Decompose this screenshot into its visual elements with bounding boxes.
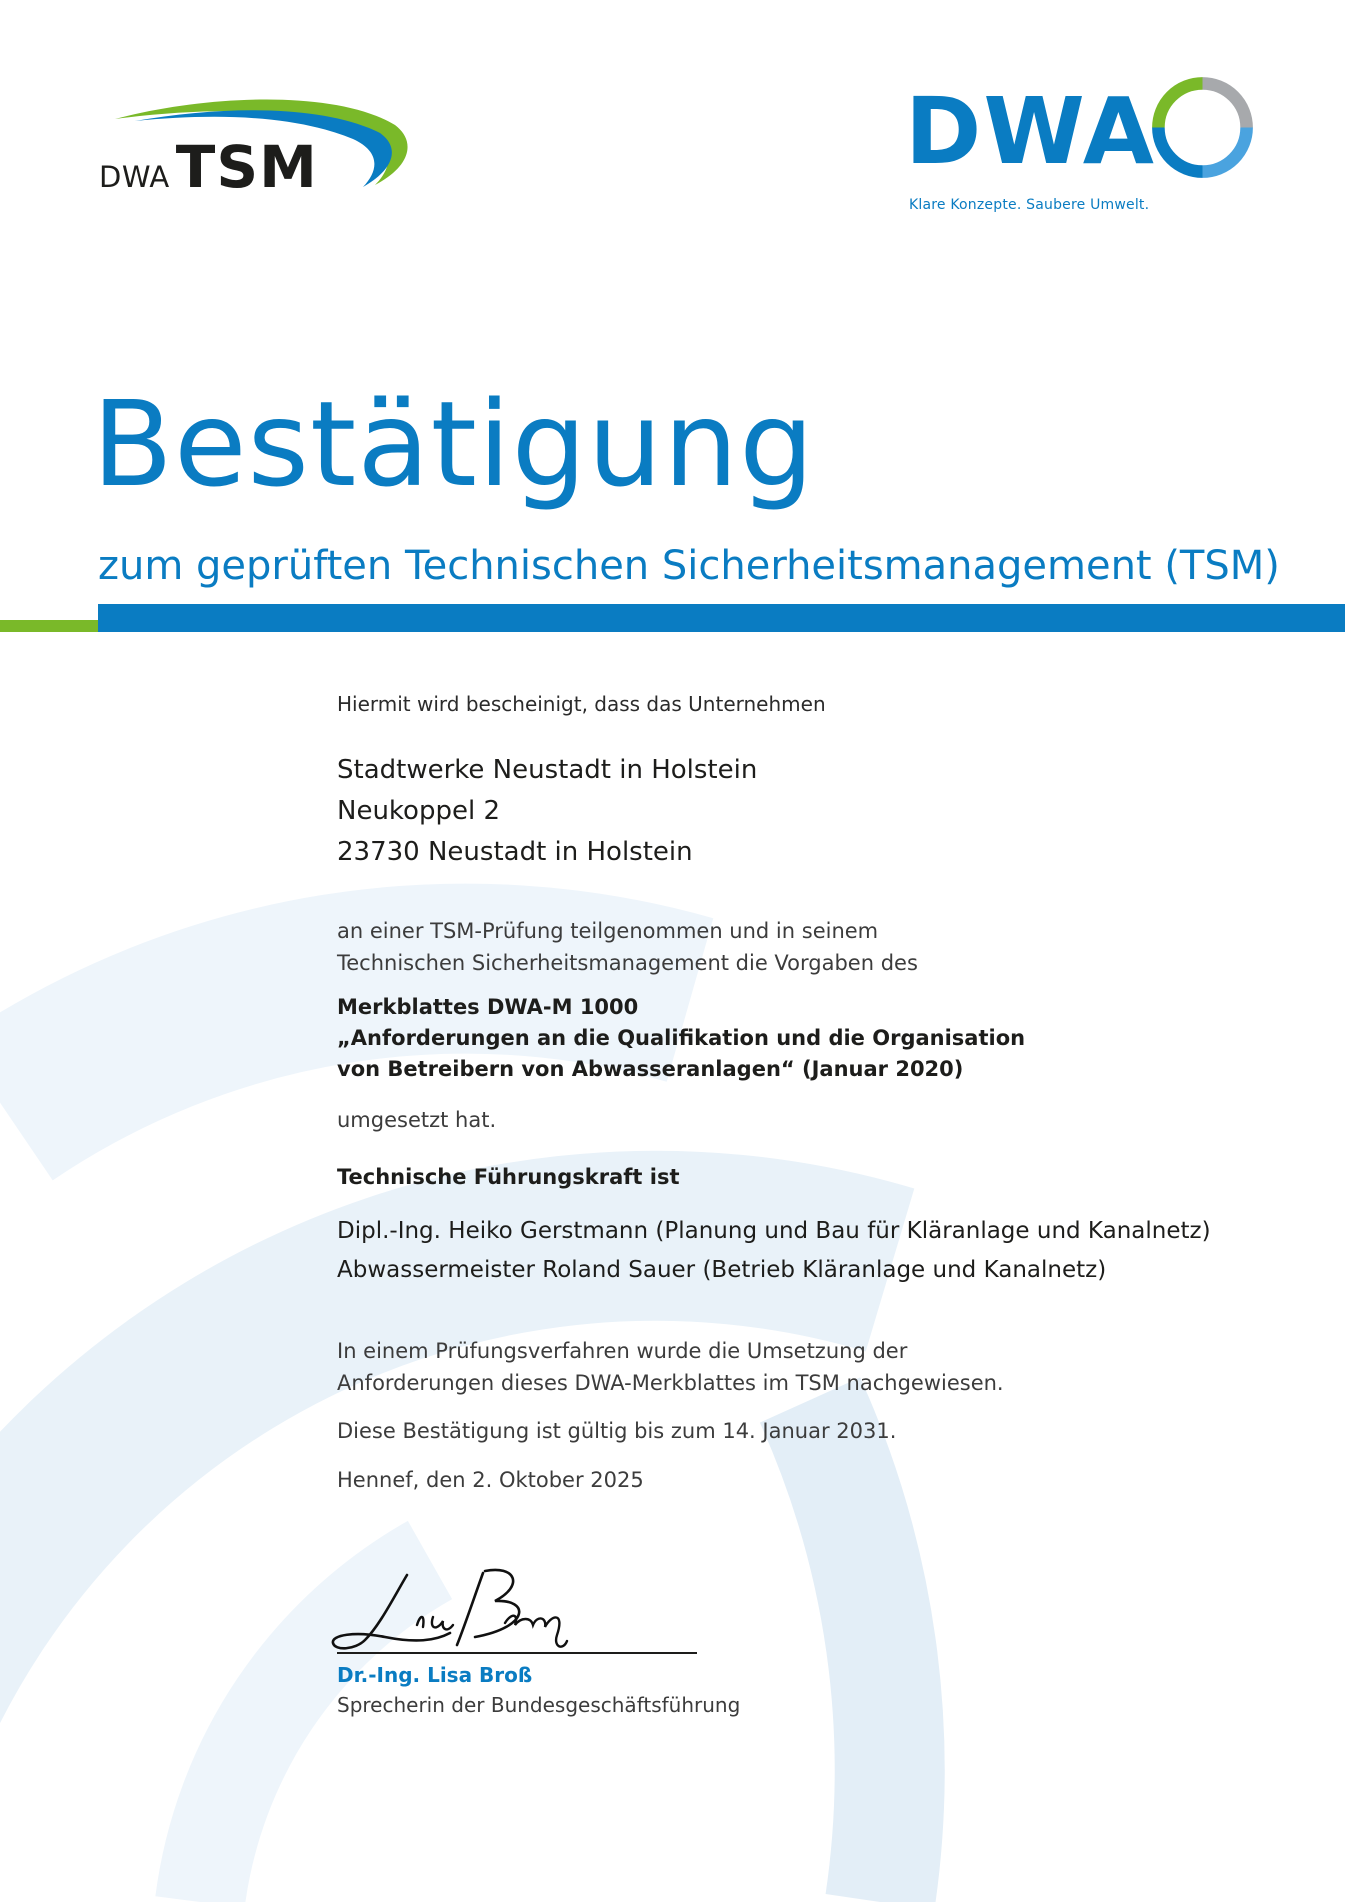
- signer-role: Sprecherin der Bundesgeschäftsführung: [337, 1693, 741, 1717]
- standard-line: von Betreibern von Abwasseranlagen“ (Januar 2020): [337, 1057, 964, 1081]
- title-bar-blue: [98, 604, 1345, 632]
- standard-reference: [337, 992, 1025, 1085]
- dwa-logo: [905, 70, 1255, 220]
- standard-line: Merkblattes DWA-M 1000: [337, 995, 639, 1019]
- company-name: Stadtwerke Neustadt in Holstein: [337, 755, 758, 785]
- page-title: Bestätigung: [92, 375, 816, 513]
- dwa-tagline: Klare Konzepte. Saubere Umwelt.: [909, 197, 1150, 213]
- signer-name: Dr.-Ing. Lisa Broß: [337, 1663, 533, 1687]
- handwritten-signature: [325, 1555, 585, 1665]
- dwa-ring-icon: [1150, 75, 1255, 180]
- manager-item: Dipl.-Ing. Heiko Gerstmann (Planung und Bau für Kläranlage und Kanalnetz): [337, 1218, 1211, 1244]
- place-date: Hennef, den 2. Oktober 2025: [337, 1468, 644, 1492]
- signature-line: [337, 1652, 697, 1654]
- validity-text: Diese Bestätigung ist gültig bis zum 14. Januar 2031.: [337, 1419, 897, 1443]
- manager-item: Abwassermeister Roland Sauer (Betrieb Kläranlage und Kanalnetz): [337, 1257, 1107, 1283]
- manager-list: [337, 1212, 1211, 1290]
- tsm-logo-name: TSM: [175, 133, 318, 201]
- dwa-tsm-logo: [95, 95, 415, 201]
- verification-line: In einem Prüfungsverfahren wurde die Umsetzung der: [337, 1339, 908, 1363]
- company-street: Neukoppel 2: [337, 796, 500, 826]
- dwa-logo-letters: DWA: [905, 78, 1156, 185]
- standard-line: „Anforderungen an die Qualifikation und die Organisation: [337, 1026, 1026, 1050]
- title-bar-green: [0, 620, 98, 632]
- company-address: [337, 750, 757, 873]
- intro-text: Hiermit wird bescheinigt, dass das Unternehmen: [337, 692, 826, 716]
- tsm-logo-prefix: DWA: [99, 160, 170, 194]
- participation-line: Technischen Sicherheitsmanagement die Vorgaben des: [337, 951, 918, 975]
- participation-line: an einer TSM-Prüfung teilgenommen und in seinem: [337, 919, 879, 943]
- participation-text: [337, 915, 918, 979]
- implemented-text: umgesetzt hat.: [337, 1108, 497, 1132]
- company-city: 23730 Neustadt in Holstein: [337, 837, 693, 867]
- manager-heading: Technische Führungskraft ist: [337, 1165, 680, 1189]
- page-subtitle: zum geprüften Technischen Sicherheitsmanagement (TSM): [98, 543, 1280, 589]
- verification-line: Anforderungen dieses DWA-Merkblattes im TSM nachgewiesen.: [337, 1371, 1004, 1395]
- verification-text: [337, 1335, 1004, 1399]
